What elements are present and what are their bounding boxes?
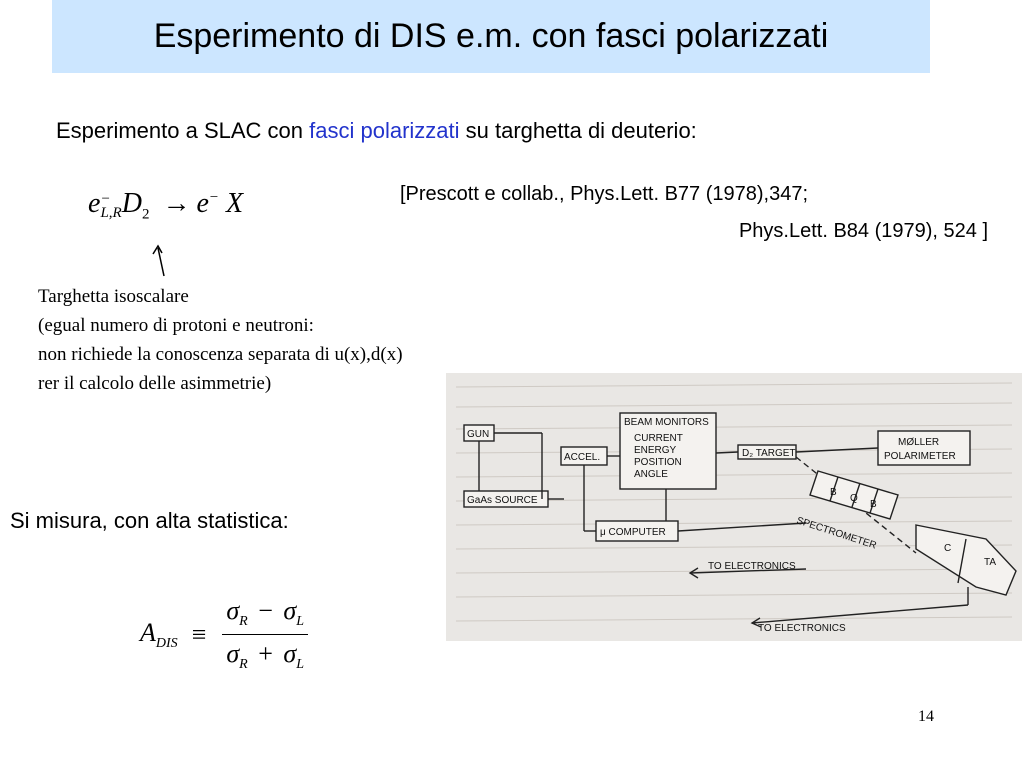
beamline [716, 452, 738, 453]
pointer-arrow-icon [150, 240, 180, 280]
reaction-target-sub: 2 [141, 206, 150, 223]
electronics-line-2 [752, 605, 968, 623]
label-b2: B [870, 499, 877, 510]
detector-hut [916, 525, 1016, 595]
asymmetry-numerator [222, 596, 308, 630]
title-bar [52, 0, 930, 73]
reaction-beam: e [88, 188, 101, 219]
asymmetry-denominator [222, 639, 308, 673]
den-b: σ [283, 639, 297, 669]
slide-title: Esperimento di DIS e.m. con fasci polarizzati [153, 17, 829, 55]
reaction-target: D [121, 188, 142, 219]
reaction-product-sup: − [208, 189, 219, 206]
experiment-diagram-drawing [446, 373, 1022, 641]
note-line: Targhetta isoscalare [38, 286, 189, 307]
asymmetry-fraction [222, 596, 308, 673]
label-accel: ACCEL. [564, 452, 601, 463]
den-b-sub: L [296, 657, 305, 673]
num-b-sub: L [296, 614, 305, 630]
asymmetry-equiv: ≡ [191, 619, 207, 649]
intro-before: Esperimento a SLAC con [56, 118, 310, 143]
label-beam-monitors: BEAM MONITORS [624, 417, 709, 428]
label-b1: B [830, 487, 837, 498]
reaction-formula [88, 188, 243, 224]
reaction-beam-sub: L,R [100, 204, 122, 221]
experiment-diagram [446, 373, 1022, 641]
fraction-bar [222, 634, 308, 635]
den-a-sub: R [239, 657, 248, 673]
label-to-electronics-1: TO ELECTRONICS [708, 561, 796, 572]
reaction-arrow: → [162, 188, 191, 219]
intro-highlight: fasci polarizzati [309, 118, 460, 143]
asymmetry-lhs-sub: DIS [155, 635, 178, 651]
num-op: − [258, 596, 273, 625]
num-b: σ [283, 596, 297, 625]
asymmetry-lhs-symbol: A [140, 617, 156, 647]
reaction-beam-sup: − [100, 190, 111, 207]
num-a: σ [226, 596, 240, 625]
num-a-sub: R [239, 614, 248, 630]
intro-after: su targhetta di deuterio: [459, 118, 697, 143]
target-note [38, 282, 403, 398]
label-c: C [944, 543, 952, 554]
label-current: CURRENT [634, 433, 683, 444]
asymmetry-lhs [140, 618, 178, 652]
label-computer: μ COMPUTER [600, 527, 666, 538]
label-spectrometer: SPECTROMETER [795, 515, 878, 552]
measure-text: Si misura, con alta statistica: [10, 508, 289, 533]
note-line: non richiede la conoscenza separata di u(x),d(x) [38, 344, 403, 365]
label-to-electronics-2: TO ELECTRONICS [758, 623, 846, 634]
reference-line-2: Phys.Lett. B84 (1979), 524 ] [738, 220, 988, 242]
note-line: (egual numero di protoni e neutroni: [38, 315, 314, 336]
label-ta: TA [984, 557, 997, 568]
reaction-product: e [196, 188, 209, 219]
label-moller: MØLLER [898, 437, 940, 448]
label-gaas-source: GaAs SOURCE [467, 495, 538, 506]
reaction-rest: X [226, 188, 244, 219]
intro-text [56, 118, 697, 144]
page-number: 14 [918, 708, 934, 725]
label-q: Q [850, 493, 858, 504]
label-angle: ANGLE [634, 469, 668, 480]
label-position: POSITION [634, 457, 682, 468]
note-line: rer il calcolo delle asimmetrie) [38, 373, 272, 394]
label-energy: ENERGY [634, 445, 677, 456]
den-a: σ [226, 639, 240, 669]
label-target: D₂ TARGET [742, 448, 796, 459]
den-op: + [258, 639, 273, 669]
reference-line-1: [Prescott e collab., Phys.Lett. B77 (1978),347; [400, 183, 809, 205]
label-gun: GUN [467, 429, 490, 440]
label-polarimeter: POLARIMETER [884, 451, 956, 462]
asymmetry-formula [140, 596, 308, 673]
